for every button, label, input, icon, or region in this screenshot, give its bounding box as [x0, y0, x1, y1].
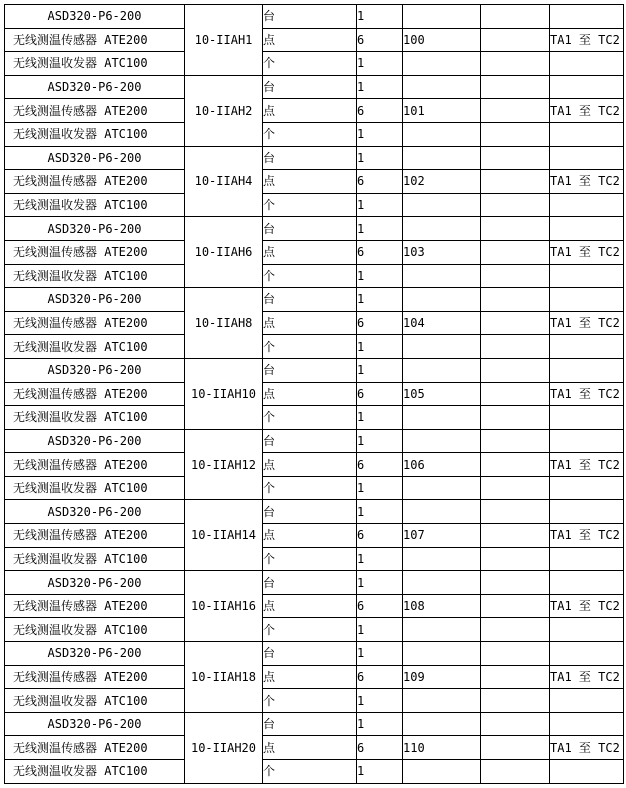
quantity-cell: 1 — [357, 500, 403, 524]
quantity-cell: 1 — [357, 547, 403, 571]
empty-cell — [481, 712, 550, 736]
point-number-cell — [403, 52, 481, 76]
table-body — [5, 5, 624, 784]
item-name-cell: ASD320-P6-200 — [5, 288, 185, 312]
range-cell — [550, 571, 624, 595]
point-number-cell: 110 — [403, 736, 481, 760]
point-number-cell: 108 — [403, 594, 481, 618]
table-row — [5, 712, 624, 736]
unit-cell: 点 — [263, 594, 357, 618]
table-row — [5, 52, 624, 76]
empty-cell — [481, 75, 550, 99]
device-code-cell: 10-IIAH10 — [185, 358, 263, 429]
table-row — [5, 547, 624, 571]
quantity-cell: 1 — [357, 760, 403, 784]
quantity-cell: 1 — [357, 264, 403, 288]
table-row — [5, 5, 624, 29]
unit-cell: 台 — [263, 5, 357, 29]
empty-cell — [481, 382, 550, 406]
unit-cell: 个 — [263, 335, 357, 359]
quantity-cell: 1 — [357, 122, 403, 146]
unit-cell: 点 — [263, 382, 357, 406]
empty-cell — [481, 288, 550, 312]
empty-cell — [481, 642, 550, 666]
range-cell — [550, 52, 624, 76]
range-cell — [550, 429, 624, 453]
range-cell: TA1 至 TC2 — [550, 594, 624, 618]
quantity-cell: 1 — [357, 642, 403, 666]
table-row — [5, 193, 624, 217]
point-number-cell: 106 — [403, 453, 481, 477]
unit-cell: 点 — [263, 240, 357, 264]
point-number-cell — [403, 5, 481, 29]
unit-cell: 个 — [263, 52, 357, 76]
unit-cell: 台 — [263, 146, 357, 170]
quantity-cell: 1 — [357, 618, 403, 642]
device-code-cell: 10-IIAH6 — [185, 217, 263, 288]
quantity-cell: 1 — [357, 429, 403, 453]
empty-cell — [481, 5, 550, 29]
point-number-cell — [403, 75, 481, 99]
range-cell — [550, 193, 624, 217]
item-name-cell: ASD320-P6-200 — [5, 500, 185, 524]
empty-cell — [481, 760, 550, 784]
unit-cell: 台 — [263, 712, 357, 736]
point-number-cell — [403, 335, 481, 359]
range-cell — [550, 618, 624, 642]
table-row — [5, 311, 624, 335]
item-name-cell: ASD320-P6-200 — [5, 217, 185, 241]
device-code-cell: 10-IIAH20 — [185, 712, 263, 783]
table-row — [5, 146, 624, 170]
point-number-cell — [403, 571, 481, 595]
range-cell: TA1 至 TC2 — [550, 453, 624, 477]
point-number-cell: 101 — [403, 99, 481, 123]
empty-cell — [481, 264, 550, 288]
point-number-cell — [403, 406, 481, 430]
point-number-cell: 109 — [403, 665, 481, 689]
point-number-cell — [403, 760, 481, 784]
item-name-cell: 无线测温传感器 ATE200 — [5, 594, 185, 618]
unit-cell: 点 — [263, 311, 357, 335]
quantity-cell: 6 — [357, 524, 403, 548]
point-number-cell — [403, 476, 481, 500]
empty-cell — [481, 28, 550, 52]
empty-cell — [481, 193, 550, 217]
table-row — [5, 594, 624, 618]
quantity-cell: 1 — [357, 358, 403, 382]
quantity-cell: 1 — [357, 689, 403, 713]
quantity-cell: 6 — [357, 311, 403, 335]
table-row — [5, 760, 624, 784]
item-name-cell: 无线测温传感器 ATE200 — [5, 99, 185, 123]
empty-cell — [481, 736, 550, 760]
point-number-cell — [403, 500, 481, 524]
unit-cell: 台 — [263, 288, 357, 312]
unit-cell: 个 — [263, 406, 357, 430]
item-name-cell: 无线测温收发器 ATC100 — [5, 52, 185, 76]
table-row — [5, 240, 624, 264]
unit-cell: 个 — [263, 264, 357, 288]
unit-cell: 点 — [263, 170, 357, 194]
unit-cell: 点 — [263, 99, 357, 123]
range-cell: TA1 至 TC2 — [550, 665, 624, 689]
unit-cell: 点 — [263, 524, 357, 548]
point-number-cell — [403, 288, 481, 312]
empty-cell — [481, 524, 550, 548]
quantity-cell: 1 — [357, 712, 403, 736]
empty-cell — [481, 240, 550, 264]
item-name-cell: 无线测温收发器 ATC100 — [5, 264, 185, 288]
quantity-cell: 6 — [357, 28, 403, 52]
empty-cell — [481, 52, 550, 76]
range-cell — [550, 335, 624, 359]
item-name-cell: 无线测温传感器 ATE200 — [5, 170, 185, 194]
quantity-cell: 1 — [357, 571, 403, 595]
item-name-cell: ASD320-P6-200 — [5, 146, 185, 170]
range-cell — [550, 760, 624, 784]
item-name-cell: 无线测温收发器 ATC100 — [5, 689, 185, 713]
item-name-cell: ASD320-P6-200 — [5, 358, 185, 382]
item-name-cell: 无线测温传感器 ATE200 — [5, 240, 185, 264]
empty-cell — [481, 122, 550, 146]
item-name-cell: 无线测温收发器 ATC100 — [5, 476, 185, 500]
table-row — [5, 429, 624, 453]
table-row — [5, 75, 624, 99]
table-row — [5, 122, 624, 146]
point-number-cell — [403, 618, 481, 642]
range-cell — [550, 122, 624, 146]
empty-cell — [481, 571, 550, 595]
item-name-cell: ASD320-P6-200 — [5, 712, 185, 736]
range-cell — [550, 264, 624, 288]
unit-cell: 台 — [263, 429, 357, 453]
empty-cell — [481, 170, 550, 194]
empty-cell — [481, 689, 550, 713]
range-cell: TA1 至 TC2 — [550, 240, 624, 264]
item-name-cell: ASD320-P6-200 — [5, 5, 185, 29]
table-row — [5, 335, 624, 359]
point-number-cell: 100 — [403, 28, 481, 52]
item-name-cell: ASD320-P6-200 — [5, 642, 185, 666]
device-code-cell: 10-IIAH8 — [185, 288, 263, 359]
empty-cell — [481, 500, 550, 524]
empty-cell — [481, 665, 550, 689]
point-number-cell — [403, 358, 481, 382]
quantity-cell: 1 — [357, 5, 403, 29]
range-cell: TA1 至 TC2 — [550, 524, 624, 548]
table-row — [5, 571, 624, 595]
table-row — [5, 288, 624, 312]
empty-cell — [481, 217, 550, 241]
table-row — [5, 99, 624, 123]
table-row — [5, 170, 624, 194]
range-cell — [550, 406, 624, 430]
table-row — [5, 28, 624, 52]
range-cell: TA1 至 TC2 — [550, 382, 624, 406]
table-row — [5, 642, 624, 666]
item-name-cell: 无线测温收发器 ATC100 — [5, 547, 185, 571]
point-number-cell: 103 — [403, 240, 481, 264]
table-row — [5, 524, 624, 548]
item-name-cell: 无线测温收发器 ATC100 — [5, 406, 185, 430]
device-code-cell: 10-IIAH2 — [185, 75, 263, 146]
device-code-cell: 10-IIAH12 — [185, 429, 263, 500]
quantity-cell: 6 — [357, 170, 403, 194]
device-code-cell: 10-IIAH18 — [185, 642, 263, 713]
range-cell — [550, 642, 624, 666]
item-name-cell: 无线测温传感器 ATE200 — [5, 665, 185, 689]
table-row — [5, 618, 624, 642]
quantity-cell: 1 — [357, 335, 403, 359]
unit-cell: 个 — [263, 618, 357, 642]
empty-cell — [481, 429, 550, 453]
quantity-cell: 1 — [357, 193, 403, 217]
item-name-cell: 无线测温传感器 ATE200 — [5, 382, 185, 406]
quantity-cell: 6 — [357, 665, 403, 689]
unit-cell: 台 — [263, 642, 357, 666]
range-cell — [550, 547, 624, 571]
range-cell: TA1 至 TC2 — [550, 736, 624, 760]
empty-cell — [481, 594, 550, 618]
range-cell: TA1 至 TC2 — [550, 28, 624, 52]
unit-cell: 台 — [263, 358, 357, 382]
table-row — [5, 382, 624, 406]
empty-cell — [481, 618, 550, 642]
item-name-cell: 无线测温收发器 ATC100 — [5, 760, 185, 784]
quantity-cell: 1 — [357, 146, 403, 170]
point-number-cell: 105 — [403, 382, 481, 406]
device-code-cell: 10-IIAH16 — [185, 571, 263, 642]
range-cell — [550, 358, 624, 382]
empty-cell — [481, 453, 550, 477]
unit-cell: 个 — [263, 193, 357, 217]
unit-cell: 台 — [263, 75, 357, 99]
quantity-cell: 6 — [357, 99, 403, 123]
unit-cell: 点 — [263, 28, 357, 52]
point-number-cell — [403, 193, 481, 217]
quantity-cell: 6 — [357, 382, 403, 406]
quantity-cell: 6 — [357, 240, 403, 264]
range-cell — [550, 75, 624, 99]
item-name-cell: 无线测温传感器 ATE200 — [5, 311, 185, 335]
item-name-cell: 无线测温传感器 ATE200 — [5, 28, 185, 52]
table-row — [5, 217, 624, 241]
unit-cell: 个 — [263, 689, 357, 713]
point-number-cell: 107 — [403, 524, 481, 548]
item-name-cell: 无线测温收发器 ATC100 — [5, 335, 185, 359]
equipment-table — [4, 4, 624, 784]
point-number-cell: 104 — [403, 311, 481, 335]
empty-cell — [481, 146, 550, 170]
item-name-cell: 无线测温收发器 ATC100 — [5, 122, 185, 146]
point-number-cell — [403, 264, 481, 288]
quantity-cell: 1 — [357, 52, 403, 76]
table-row — [5, 500, 624, 524]
empty-cell — [481, 311, 550, 335]
empty-cell — [481, 476, 550, 500]
table-row — [5, 358, 624, 382]
point-number-cell — [403, 712, 481, 736]
unit-cell: 台 — [263, 571, 357, 595]
item-name-cell: 无线测温传感器 ATE200 — [5, 736, 185, 760]
unit-cell: 个 — [263, 547, 357, 571]
point-number-cell — [403, 429, 481, 453]
point-number-cell — [403, 122, 481, 146]
range-cell — [550, 146, 624, 170]
unit-cell: 个 — [263, 760, 357, 784]
empty-cell — [481, 99, 550, 123]
quantity-cell: 6 — [357, 736, 403, 760]
range-cell — [550, 689, 624, 713]
device-code-cell: 10-IIAH1 — [185, 5, 263, 76]
table-row — [5, 406, 624, 430]
empty-cell — [481, 358, 550, 382]
range-cell: TA1 至 TC2 — [550, 99, 624, 123]
point-number-cell — [403, 217, 481, 241]
table-row — [5, 665, 624, 689]
unit-cell: 台 — [263, 500, 357, 524]
range-cell — [550, 712, 624, 736]
item-name-cell: 无线测温收发器 ATC100 — [5, 618, 185, 642]
quantity-cell: 1 — [357, 476, 403, 500]
item-name-cell: 无线测温传感器 ATE200 — [5, 524, 185, 548]
unit-cell: 台 — [263, 217, 357, 241]
device-code-cell: 10-IIAH4 — [185, 146, 263, 217]
point-number-cell: 102 — [403, 170, 481, 194]
range-cell: TA1 至 TC2 — [550, 170, 624, 194]
quantity-cell: 6 — [357, 594, 403, 618]
point-number-cell — [403, 689, 481, 713]
range-cell — [550, 217, 624, 241]
quantity-cell: 1 — [357, 288, 403, 312]
range-cell: TA1 至 TC2 — [550, 311, 624, 335]
item-name-cell: 无线测温传感器 ATE200 — [5, 453, 185, 477]
item-name-cell: 无线测温收发器 ATC100 — [5, 193, 185, 217]
empty-cell — [481, 406, 550, 430]
table-row — [5, 264, 624, 288]
quantity-cell: 1 — [357, 217, 403, 241]
table-row — [5, 476, 624, 500]
unit-cell: 个 — [263, 476, 357, 500]
quantity-cell: 1 — [357, 406, 403, 430]
point-number-cell — [403, 547, 481, 571]
item-name-cell: ASD320-P6-200 — [5, 571, 185, 595]
item-name-cell: ASD320-P6-200 — [5, 75, 185, 99]
unit-cell: 个 — [263, 122, 357, 146]
unit-cell: 点 — [263, 736, 357, 760]
table-row — [5, 689, 624, 713]
table-row — [5, 736, 624, 760]
quantity-cell: 1 — [357, 75, 403, 99]
unit-cell: 点 — [263, 665, 357, 689]
range-cell — [550, 476, 624, 500]
device-code-cell: 10-IIAH14 — [185, 500, 263, 571]
range-cell — [550, 5, 624, 29]
empty-cell — [481, 547, 550, 571]
table-row — [5, 453, 624, 477]
range-cell — [550, 288, 624, 312]
empty-cell — [481, 335, 550, 359]
point-number-cell — [403, 642, 481, 666]
point-number-cell — [403, 146, 481, 170]
range-cell — [550, 500, 624, 524]
quantity-cell: 6 — [357, 453, 403, 477]
unit-cell: 点 — [263, 453, 357, 477]
item-name-cell: ASD320-P6-200 — [5, 429, 185, 453]
